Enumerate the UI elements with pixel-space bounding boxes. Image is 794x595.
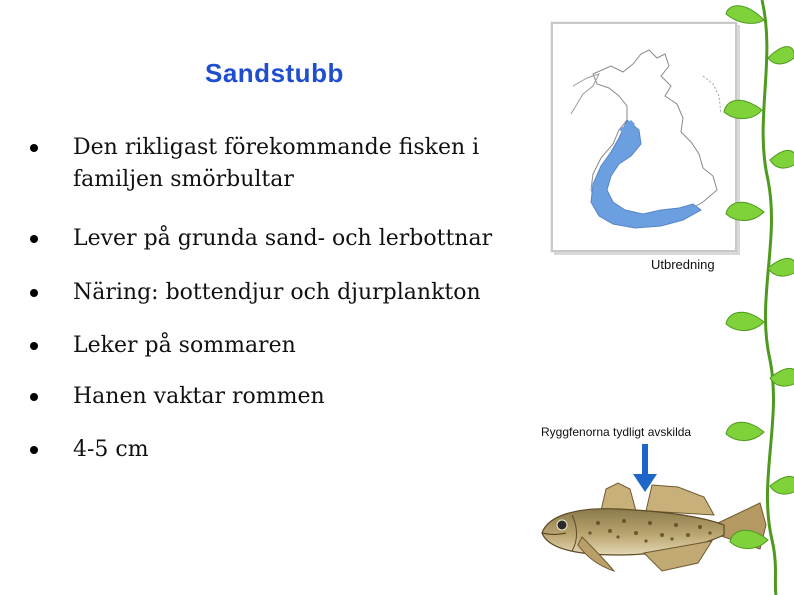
leaf [724,100,762,118]
fish-eye [557,520,567,530]
bullet-text: Näring: bottendjur och djurplankton [73,280,481,305]
bullet-dot-icon [30,342,38,350]
leaf [770,150,794,168]
bullet-dot-icon [30,289,38,297]
vine-decoration-icon [724,0,794,595]
leaf [726,6,764,24]
bullet-dot-icon [30,235,38,243]
second-dorsal-fin [646,485,714,515]
leaf [768,258,794,276]
coastline [703,76,721,114]
leaf [768,47,794,64]
bullet-text: Leker på sommaren [73,333,296,358]
coastline [571,74,599,114]
leaf [730,530,768,548]
leaf [726,312,764,330]
slide-title: Sandstubb [205,58,344,88]
leaf [726,202,764,220]
leaf [770,476,794,494]
bullet-text: Lever på grunda sand- och lerbottnar [73,226,493,251]
bullet-dot-icon [30,393,38,401]
distribution-map [551,22,737,252]
fin-caption: Ryggfenorna tydligt avskilda [541,425,692,439]
bullet-text: 4-5 cm [73,437,149,462]
map-caption: Utbredning [651,257,715,272]
finland-map-icon [553,24,735,250]
vine-stem [762,0,776,595]
bullet-text: Den rikligast förekommande fisken i familjen smörbultar [73,135,480,192]
bullet-text: Hanen vaktar rommen [73,384,325,409]
bullet-dot-icon [30,446,38,454]
leaf [726,422,764,440]
bullet-dot-icon [30,144,38,152]
